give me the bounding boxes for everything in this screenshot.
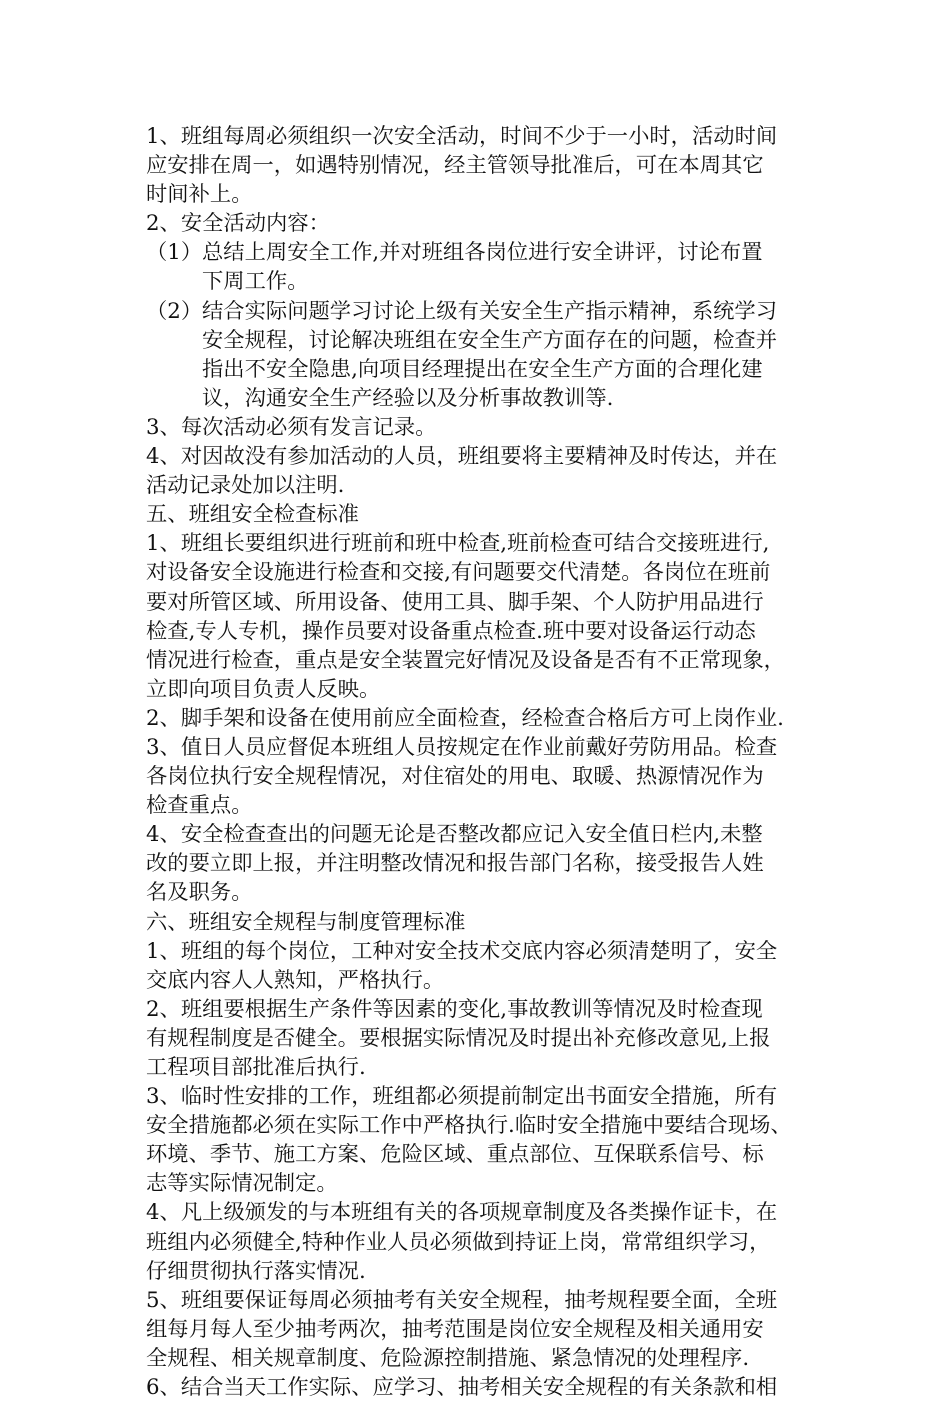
text-line: 班组内必须健全,特种作业人员必须做到持证上岗，常常组织学习，: [146, 1229, 771, 1255]
paragraph: [146, 442, 816, 500]
paragraph: [146, 1373, 816, 1402]
text-line: 3、每次活动必须有发言记录。: [146, 414, 437, 440]
text-line: 3、临时性安排的工作，班组都必须提前制定出书面安全措施，所有: [146, 1084, 778, 1110]
text-line: 交底内容人人熟知，严格执行。: [146, 967, 445, 993]
paragraph: [146, 413, 816, 442]
sub-item: [146, 297, 816, 413]
text-line: 4、凡上级颁发的与本班组有关的各项规章制度及各类操作证卡，在: [146, 1200, 778, 1226]
text-line: 活动记录处加以注明.: [146, 473, 345, 499]
paragraph: [146, 500, 816, 529]
text-line: 志等实际情况制定。: [146, 1171, 338, 1197]
text-line: 立即向项目负责人反映。: [146, 676, 381, 702]
text-line: 有规程制度是否健全。要根据实际情况及时提出补充修改意见,上报: [146, 1025, 771, 1051]
text-line: 情况进行检查，重点是安全装置完好情况及设备是否有不正常现象，: [146, 647, 785, 673]
paragraph: [146, 820, 816, 907]
text-line: 对设备安全设施进行检查和交接,有问题要交代清楚。各岗位在班前: [146, 560, 771, 586]
text-line: 4、对因故没有参加活动的人员，班组要将主要精神及时传达，并在: [146, 444, 778, 470]
text-line: 要对所管区域、所用设备、使用工具、脚手架、个人防护用品进行: [146, 589, 764, 615]
sub-item-number: （1）: [146, 240, 203, 266]
text-line: 1、班组每周必须组织一次安全活动，时间不少于一小时，活动时间: [146, 124, 778, 149]
text-line: 检查重点。: [146, 793, 253, 819]
text-line: 结合实际问题学习讨论上级有关安全生产指示精神，系统学习: [202, 298, 778, 324]
text-line: 组每月每人至少抽考两次，抽考范围是岗位安全规程及相关通用安: [146, 1316, 764, 1342]
paragraph: [146, 995, 816, 1082]
text-line: 改的要立即上报，并注明整改情况和报告部门名称，接受报告人姓: [146, 851, 764, 877]
text-line: 1、班组长要组织进行班前和班中检查,班前检查可结合交接班进行,: [146, 531, 770, 557]
paragraph: [146, 733, 816, 820]
text-line: 环境、季节、施工方案、危险区域、重点部位、互保联系信号、标: [146, 1142, 764, 1168]
text-line: 6、结合当天工作实际、应学习、抽考相关安全规程的有关条款和相: [146, 1375, 778, 1401]
text-line: 3、值日人员应督促本班组人员按规定在作业前戴好劳防用品。检查: [146, 734, 778, 760]
paragraph: [146, 937, 816, 995]
paragraph: [146, 704, 816, 733]
text-line: 1、班组的每个岗位，工种对安全技术交底内容必须清楚明了，安全: [146, 938, 778, 964]
text-line: 2、安全活动内容：: [146, 211, 330, 237]
paragraph: [146, 122, 816, 209]
text-line: 名及职务。: [146, 880, 253, 906]
text-line: 各岗位执行安全规程情况，对住宿处的用电、取暖、热源情况作为: [146, 764, 764, 790]
text-line: 工程项目部批准后执行.: [146, 1055, 366, 1080]
text-line: 检查,专人专机，操作员要对设备重点检查.班中要对设备运行动态: [146, 618, 756, 644]
text-line: 2、脚手架和设备在使用前应全面检查，经检查合格后方可上岗作业.: [146, 705, 784, 731]
text-line: 安全规程，讨论解决班组在安全生产方面存在的问题，检查并: [202, 327, 778, 353]
text-line: 安全措施都必须在实际工作中严格执行.临时安全措施中要结合现场、: [146, 1113, 792, 1139]
text-line: 仔细贯彻执行落实情况.: [146, 1258, 366, 1284]
text-line: 总结上周安全工作,并对班组各岗位进行安全讲评，讨论布置: [202, 240, 763, 266]
text-line: 4、安全检查查出的问题无论是否整改都应记入安全值日栏内,未整: [146, 822, 763, 848]
text-line: 五、班组安全检查标准: [146, 502, 359, 528]
text-line: 全规程、相关规章制度、危险源控制措施、紧急情况的处理程序.: [146, 1345, 750, 1371]
paragraph: [146, 529, 816, 704]
sub-item-number: （2）: [146, 298, 203, 324]
paragraph: [146, 1198, 816, 1285]
text-line: 5、班组要保证每周必须抽考有关安全规程，抽考规程要全面，全班: [146, 1287, 778, 1313]
text-line: 时间补上。: [146, 182, 253, 208]
text-line: 下周工作。: [202, 269, 309, 295]
text-line: 六、班组安全规程与制度管理标准: [146, 909, 466, 935]
paragraph: [146, 1286, 816, 1373]
document-body: [146, 122, 816, 1402]
paragraph: [146, 1082, 816, 1198]
sub-item: [146, 238, 816, 296]
text-line: 应安排在周一，如遇特别情况，经主管领导批准后，可在本周其它: [146, 153, 764, 179]
paragraph: [146, 908, 816, 937]
text-line: 2、班组要根据生产条件等因素的变化,事故教训等情况及时检查现: [146, 996, 763, 1022]
paragraph: [146, 209, 816, 238]
text-line: 议，沟通安全生产经验以及分析事故教训等.: [202, 385, 614, 411]
text-line: 指出不安全隐患,向项目经理提出在安全生产方面的合理化建: [202, 356, 763, 382]
